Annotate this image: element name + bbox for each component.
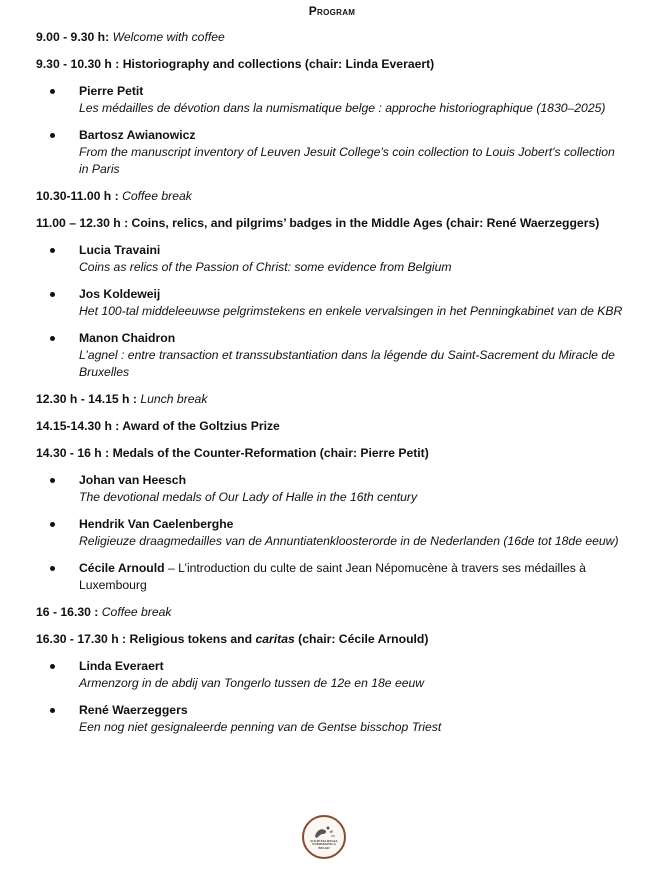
talk-title: Religieuze draagmedailles van de Annuntiatenkloosterorde in de Nederlanden (16de tot 18de eeuw) (79, 534, 619, 548)
session-description-italic: caritas (255, 632, 295, 646)
session-counter-reformation (36, 445, 626, 462)
talk-item (36, 286, 626, 320)
talk-list (36, 658, 626, 736)
bullet-icon (50, 478, 55, 483)
talk-item (36, 330, 626, 381)
session-description: Coins, relics, and pilgrims’ badges in the Middle Ages (chair: René Waerzeggers) (131, 216, 600, 230)
talk-item (36, 658, 626, 692)
talk-list (36, 242, 626, 381)
talk-title: Een nog niet gesignaleerde penning van de Gentse bisschop Triest (79, 720, 442, 734)
session-description: Award of the Goltzius Prize (122, 419, 280, 433)
bullet-icon (50, 708, 55, 713)
session-description-part: (chair: Cécile Arnould) (294, 632, 429, 646)
talk-speaker: Manon Chaidron (79, 331, 176, 345)
session-time: 12.30 h - 14.15 h : (36, 392, 137, 406)
talk-title: From the manuscript inventory of Leuven Jesuit College's coin collection to Louis Jobert's collection in Paris (79, 145, 615, 176)
session-lunch-break (36, 391, 626, 408)
logo-line: SOCIETAS REGIA (310, 838, 338, 843)
session-welcome (36, 29, 626, 46)
session-time: 11.00 – 12.30 h : (36, 216, 129, 230)
session-description: Lunch break (140, 392, 208, 406)
session-description (130, 632, 429, 646)
talk-title: Les médailles de dévotion dans la numismatique belge : approche historiographique (1830–2025) (79, 101, 606, 115)
talk-speaker: Bartosz Awianowicz (79, 128, 196, 142)
talk-title: L’introduction du culte de saint Jean Népomucène à travers ses médailles à Luxembourg (79, 561, 586, 592)
talk-speaker: Hendrik Van Caelenberghe (79, 517, 234, 531)
bullet-icon (50, 248, 55, 253)
talk-speaker: Cécile Arnould (79, 561, 165, 575)
talk-list (36, 472, 626, 594)
session-description: Medals of the Counter-Reformation (chair: Pierre Petit) (112, 446, 429, 460)
bullet-icon (50, 522, 55, 527)
session-description-part: Religious tokens and (129, 632, 256, 646)
session-middle-ages (36, 215, 626, 232)
talk-speaker: Jos Koldeweij (79, 287, 161, 301)
session-coffee-break (36, 188, 626, 205)
talk-title: L’agnel : entre transaction et transsubstantiation dans la légende du Saint-Sacrement du Miracle de Bruxelles (79, 348, 615, 379)
talk-item (36, 702, 626, 736)
logo-line: BELGII (318, 845, 330, 850)
session-description: Welcome with coffee (112, 30, 225, 44)
talk-title: The devotional medals of Our Lady of Halle in the 16th century (79, 490, 418, 504)
session-time: 14.15-14.30 h : (36, 419, 120, 433)
talk-item (36, 516, 626, 550)
bullet-icon (50, 133, 55, 138)
talk-item (36, 83, 626, 117)
bullet-icon (50, 336, 55, 341)
talk-speaker: Linda Everaert (79, 659, 164, 673)
talk-item (36, 127, 626, 178)
session-historiography (36, 56, 626, 73)
session-description: Historiography and collections (chair: Linda Everaert) (122, 57, 435, 71)
talk-item (36, 242, 626, 276)
talk-list (36, 83, 626, 178)
talk-title: Coins as relics of the Passion of Christ: some evidence from Belgium (79, 260, 452, 274)
talk-speaker: Pierre Petit (79, 84, 144, 98)
bullet-icon (50, 292, 55, 297)
talk-item (36, 472, 626, 506)
program-content (36, 29, 626, 746)
session-description: Coffee break (101, 605, 172, 619)
bullet-icon (50, 566, 55, 571)
bullet-icon (50, 89, 55, 94)
session-time: 9.30 - 10.30 h : (36, 57, 120, 71)
talk-separator: – (164, 561, 179, 575)
society-seal-logo (302, 815, 346, 859)
talk-speaker: Lucia Travaini (79, 243, 161, 257)
session-religious-tokens (36, 631, 626, 648)
logo-line: NUMISMATICA (312, 842, 336, 847)
session-time: 16.30 - 17.30 h : (36, 632, 127, 646)
session-time: 14.30 - 16 h : (36, 446, 110, 460)
talk-speaker: Johan van Heesch (79, 473, 187, 487)
page-title: Program (308, 4, 356, 18)
session-time: 16 - 16.30 : (36, 605, 99, 619)
seal-emblem-icon (311, 824, 337, 840)
logo-text (310, 840, 337, 851)
talk-title: Armenzorg in de abdij van Tongerlo tussen de 12e en 18e eeuw (79, 676, 425, 690)
session-time: 10.30-11.00 h : (36, 189, 119, 203)
talk-speaker: René Waerzeggers (79, 703, 188, 717)
session-award (36, 418, 626, 435)
session-description: Coffee break (122, 189, 192, 203)
session-time: 9.00 - 9.30 h: (36, 30, 110, 44)
talk-item (36, 560, 626, 594)
session-coffee-break-2 (36, 604, 626, 621)
talk-title: Het 100-tal middeleeuwse pelgrimstekens en enkele vervalsingen in het Penningkabinet van de KBR (79, 304, 623, 318)
bullet-icon (50, 664, 55, 669)
